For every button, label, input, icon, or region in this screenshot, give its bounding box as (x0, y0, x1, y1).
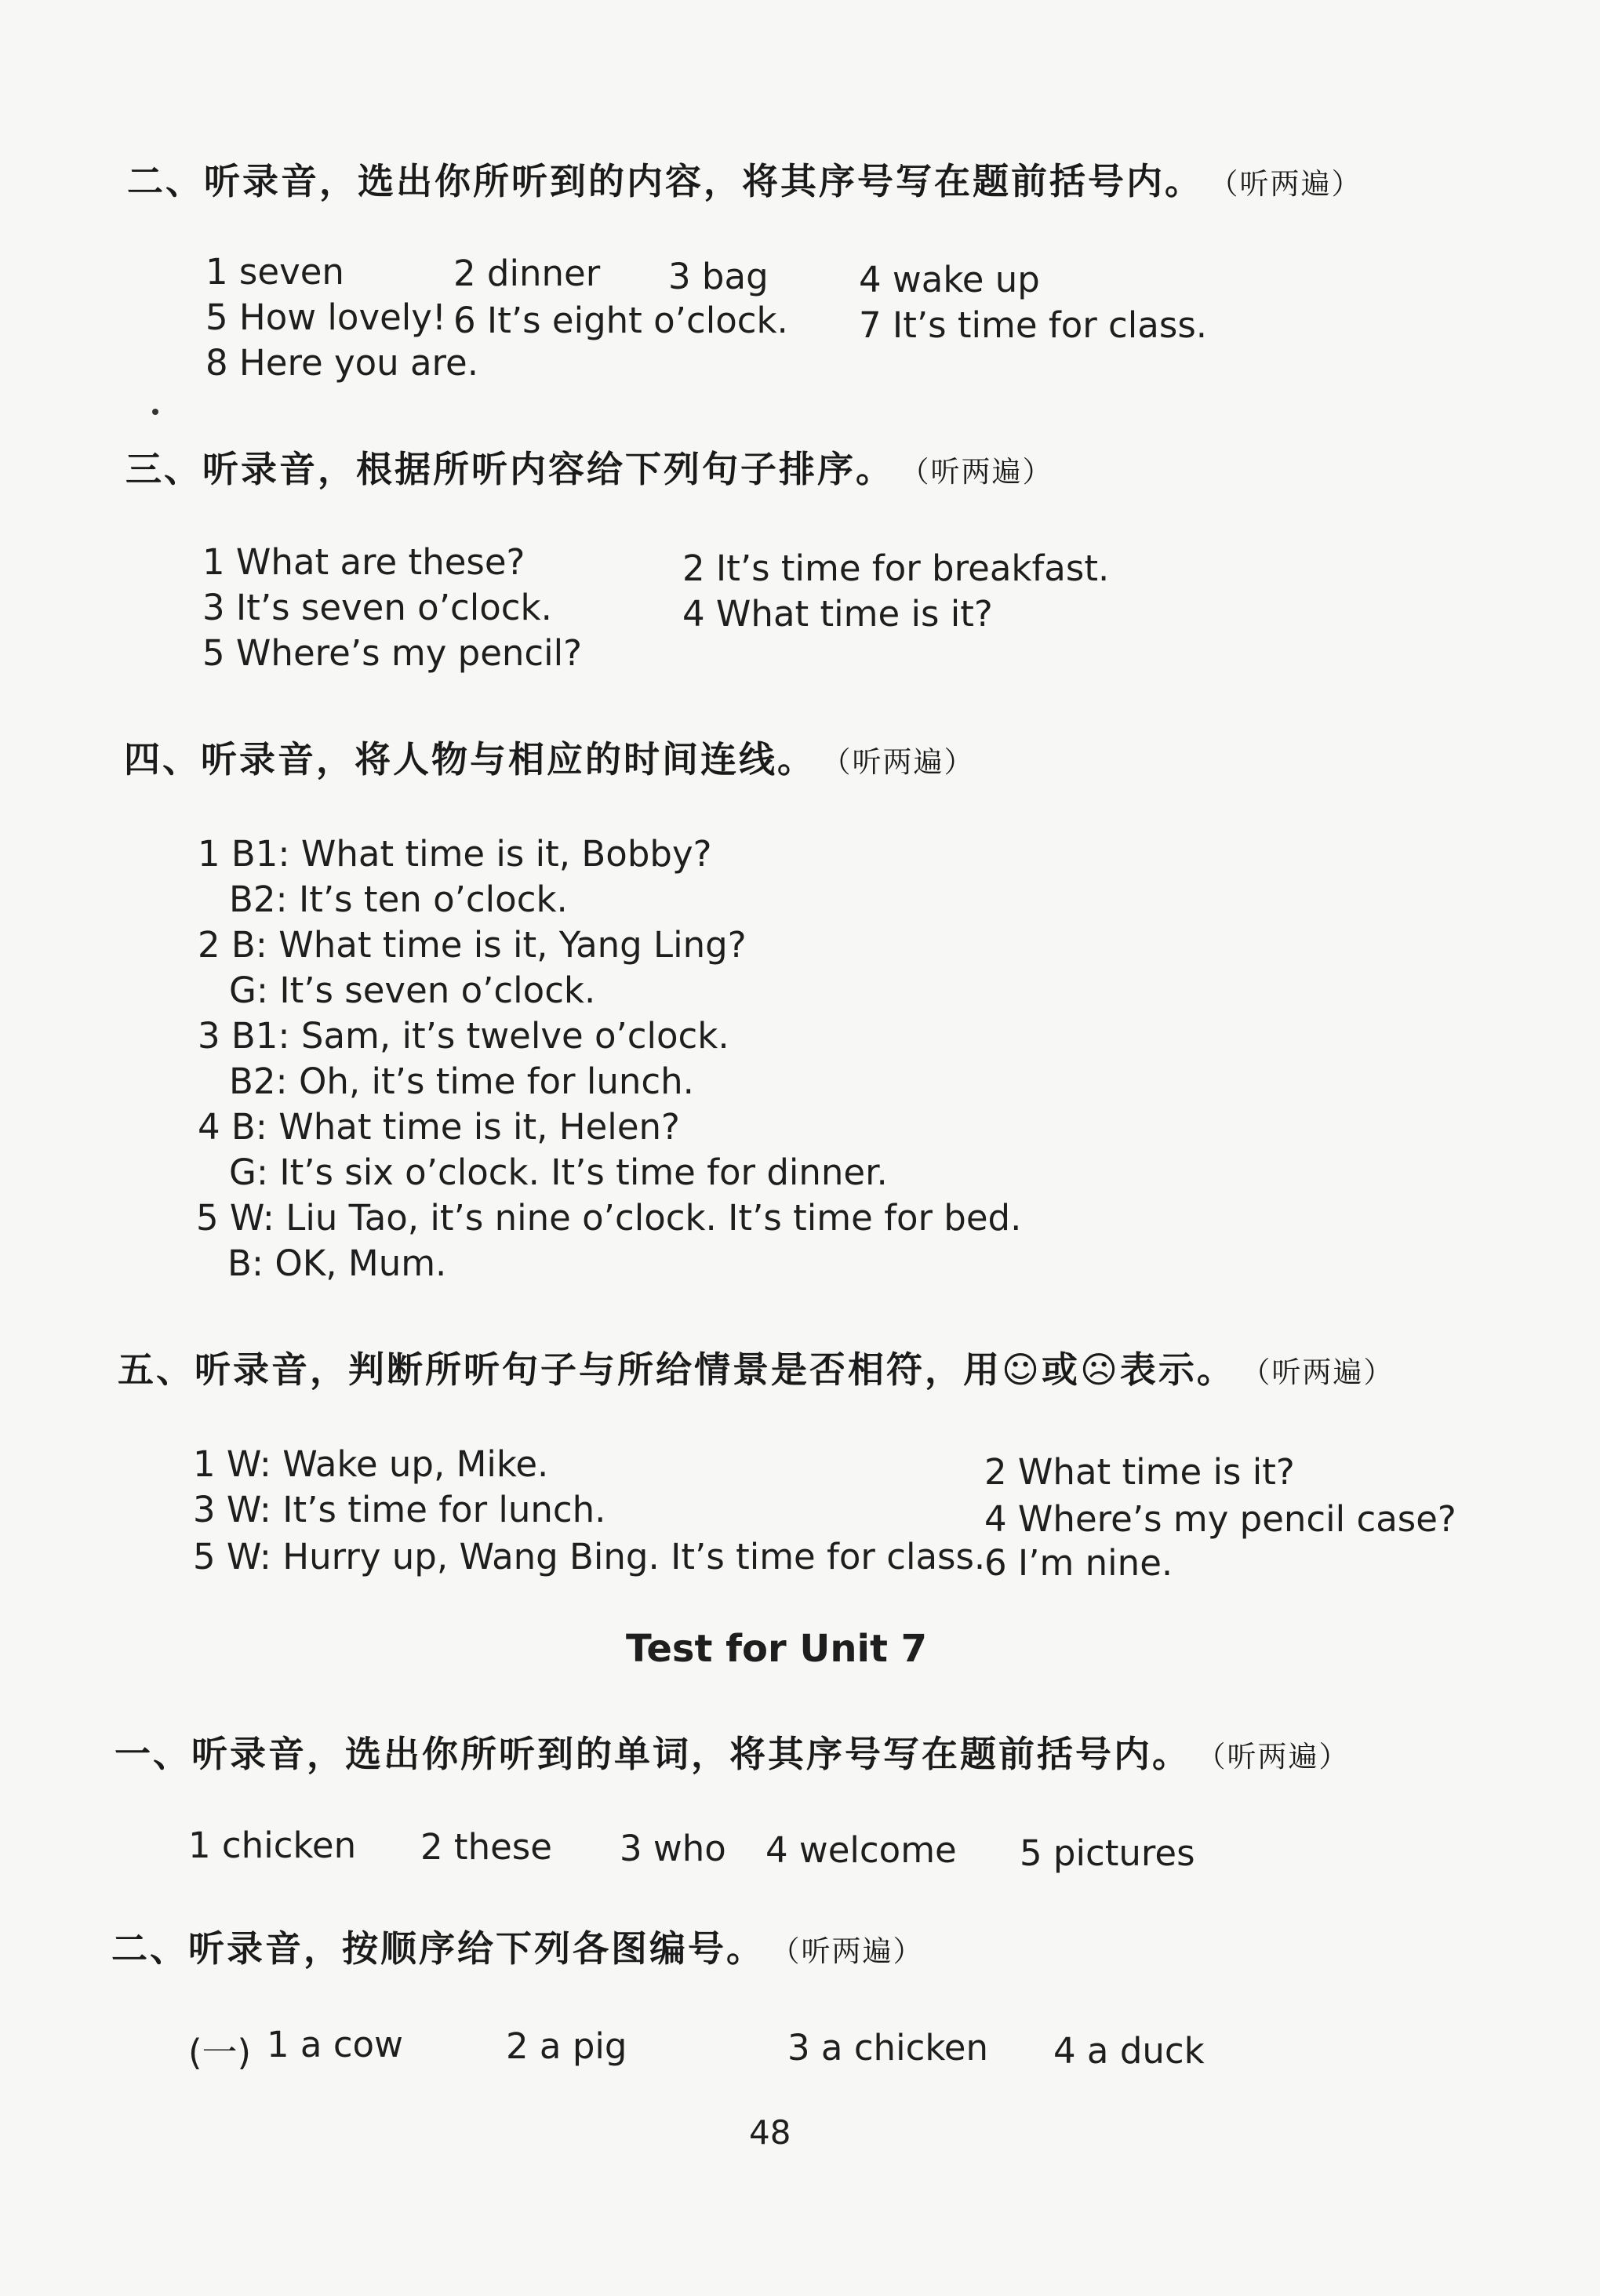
section5-item: 4 Where’s my pencil case? (984, 1498, 1456, 1540)
section3-note: （听两遍） (915, 455, 1053, 489)
unit7-section2-item: 1 a cow (267, 2024, 403, 2065)
unit7-section1-item: 1 chicken (188, 1825, 357, 1866)
section2-item: 7 It’s time for class. (859, 304, 1208, 346)
unit7-section2-item: 3 a chicken (787, 2027, 988, 2069)
section3-item: 2 It’s time for breakfast. (682, 548, 1110, 589)
part-label: (一) (188, 2032, 252, 2073)
section2-heading: 二、听录音，选出你所听到的内容，将其序号写在题前括号内。 （听两遍） (127, 160, 1362, 202)
section3-heading: 三、听录音，根据所听内容给下列句子排序。 （听两遍） (125, 448, 1053, 490)
dialogue-line: B2: It’s ten o’clock. (229, 879, 568, 920)
section5-item: 5 W: Hurry up, Wang Bing. It’s time for class. (193, 1536, 986, 1577)
section3-item: 1 What are these? (202, 541, 525, 583)
page-number: 48 (749, 2113, 791, 2152)
dialogue-line: B2: Oh, it’s time for lunch. (229, 1061, 694, 1102)
section2-item: 4 wake up (859, 259, 1040, 300)
dialogue-line: 3 B1: Sam, it’s twelve o’clock. (198, 1015, 729, 1057)
unit7-section1-item: 4 welcome (765, 1829, 957, 1871)
section3-item: 4 What time is it? (682, 593, 993, 635)
section2-item: 1 seven (205, 251, 344, 293)
section3-item: 3 It’s seven o’clock. (202, 587, 552, 628)
unit7-section2-item: 4 a duck (1053, 2030, 1205, 2072)
section2-item: 3 bag (668, 256, 769, 297)
unit7-section2-item: 2 a pig (506, 2025, 627, 2067)
section2-item: 8 Here you are. (205, 342, 479, 384)
dialogue-line: 5 W: Liu Tao, it’s nine o’clock. It’s time for bed. (196, 1197, 1022, 1239)
unit7-section1-item: 5 pictures (1020, 1832, 1195, 1874)
dialogue-line: 4 B: What time is it, Helen? (198, 1106, 680, 1148)
unit7-section1-item: 2 these (420, 1826, 552, 1868)
section2-note: （听两遍） (1224, 167, 1362, 201)
unit7-section2-note: （听两遍） (785, 1934, 924, 1968)
unit7-section1-heading: 一、听录音，选出你所听到的单词，将其序号写在题前括号内。 （听两遍） (115, 1733, 1350, 1775)
section4-heading: 四、听录音，将人物与相应的时间连线。 （听两遍） (124, 738, 975, 780)
section2-item: 2 dinner (453, 253, 601, 294)
section2-item: 5 How lovely! (205, 297, 446, 338)
section5-item: 1 W: Wake up, Mike. (193, 1443, 549, 1485)
unit-title: Test for Unit 7 (625, 1627, 928, 1671)
dialogue-line: 2 B: What time is it, Yang Ling? (198, 924, 747, 966)
section2-item: 6 It’s eight o’clock. (453, 300, 788, 341)
unit7-section1-item: 3 who (620, 1828, 726, 1869)
section4-note: （听两遍） (836, 745, 975, 779)
section5-item: 3 W: It’s time for lunch. (193, 1489, 606, 1530)
dialogue-line: B: OK, Mum. (227, 1243, 447, 1284)
unit7-section1-note: （听两遍） (1211, 1740, 1350, 1774)
section3-item: 5 Where’s my pencil? (202, 632, 583, 674)
dialogue-line: 1 B1: What time is it, Bobby? (198, 833, 712, 875)
dialogue-line: G: It’s six o’clock. It’s time for dinner. (229, 1152, 888, 1193)
section5-item: 2 What time is it? (984, 1451, 1295, 1493)
dialogue-line: G: It’s seven o’clock. (229, 970, 596, 1011)
stray-dot (152, 409, 158, 415)
unit7-section2-heading: 二、听录音，按顺序给下列各图编号。 （听两遍） (111, 1927, 924, 1970)
section5-heading: 五、听录音，判断所听句子与所给情景是否相符，用☺或☹表示。 （听两遍） (118, 1348, 1395, 1391)
section5-item: 6 I’m nine. (984, 1542, 1173, 1584)
section5-note: （听两遍） (1255, 1355, 1395, 1389)
